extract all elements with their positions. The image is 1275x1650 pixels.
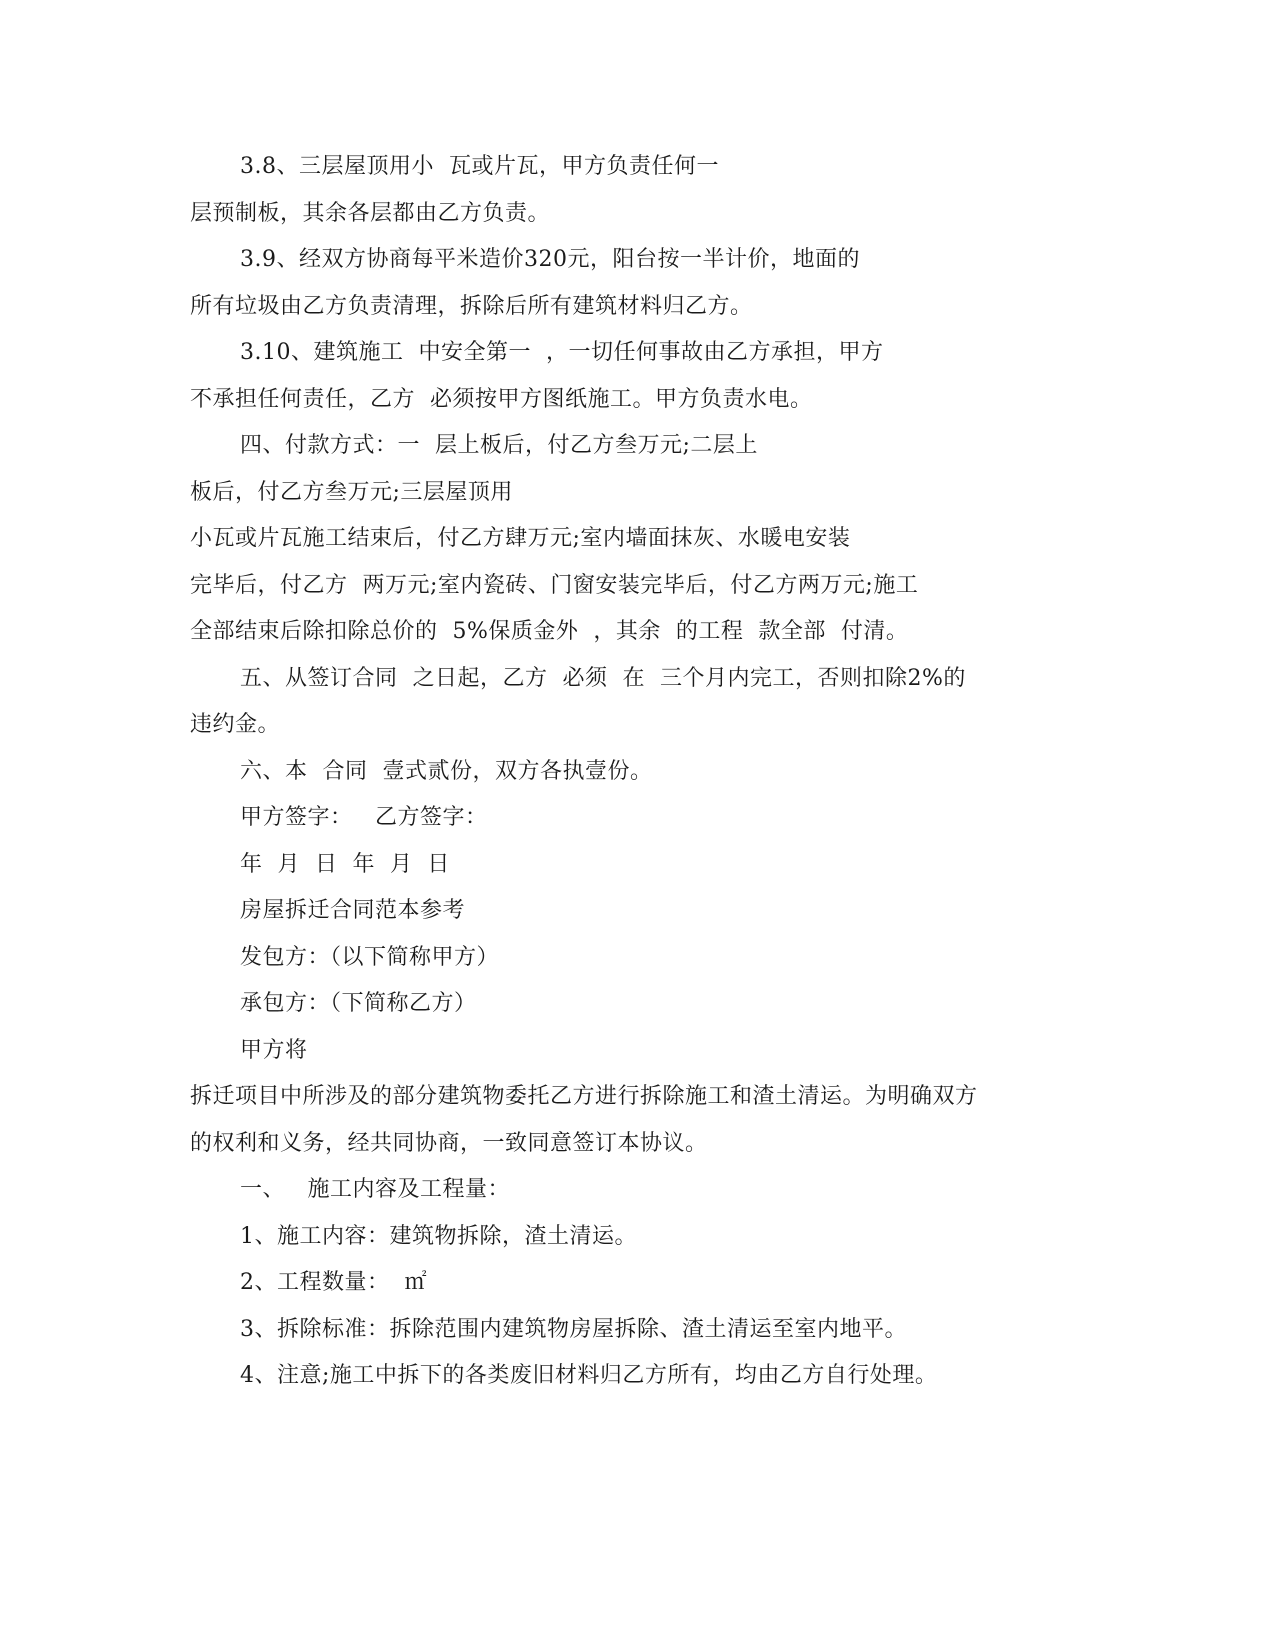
paragraph-line: 完毕后，付乙方 两万元;室内瓷砖、门窗安装完毕后，付乙方两万元;施工 xyxy=(190,573,919,598)
paragraph-line: 四、付款方式：一 层上板后，付乙方叁万元;二层上 xyxy=(240,433,758,458)
list-item: 2、工程数量： ㎡ xyxy=(240,1270,427,1295)
paragraph-line: 全部结束后除扣除总价的 5%保质金外 ，其余 的工程 款全部 付清。 xyxy=(190,619,909,644)
signature-line: 甲方签字： 乙方签字： xyxy=(240,805,488,830)
paragraph-line: 3.10、建筑施工 中安全第一 ，一切任何事故由乙方承担，甲方 xyxy=(240,340,884,365)
list-item: 1、施工内容：建筑物拆除，渣土清运。 xyxy=(240,1224,637,1249)
paragraph-line: 甲方将 xyxy=(240,1038,308,1063)
paragraph-line: 五、从签订合同 之日起，乙方 必须 在 三个月内完工，否则扣除2%的 xyxy=(240,666,966,691)
list-item: 3、拆除标准：拆除范围内建筑物房屋拆除、渣土清运至室内地平。 xyxy=(240,1317,907,1342)
paragraph-line: 的权利和义务，经共同协商，一致同意签订本协议。 xyxy=(190,1131,708,1156)
paragraph-line: 3.9、经双方协商每平米造价320元，阳台按一半计价，地面的 xyxy=(240,247,860,272)
section-title: 房屋拆迁合同范本参考 xyxy=(240,898,466,923)
paragraph-line: 违约金。 xyxy=(190,712,281,737)
paragraph-line: 3.8、三层屋顶用小 瓦或片瓦，甲方负责任何一 xyxy=(240,154,719,179)
paragraph-line: 小瓦或片瓦施工结束后，付乙方肆万元;室内墙面抹灰、水暖电安装 xyxy=(190,526,851,551)
party-line: 承包方：（下简称乙方） xyxy=(240,991,477,1016)
paragraph-line: 所有垃圾由乙方负责清理，拆除后所有建筑材料归乙方。 xyxy=(190,294,753,319)
party-line: 发包方：（以下简称甲方） xyxy=(240,945,500,970)
paragraph-line: 不承担任何责任，乙方 必须按甲方图纸施工。甲方负责水电。 xyxy=(190,387,813,412)
paragraph-line: 六、本 合同 壹式贰份，双方各执壹份。 xyxy=(240,759,653,784)
paragraph-line: 板后，付乙方叁万元;三层屋顶用 xyxy=(190,480,513,505)
list-item: 4、注意;施工中拆下的各类废旧材料归乙方所有，均由乙方自行处理。 xyxy=(240,1363,938,1388)
date-line: 年 月 日 年 月 日 xyxy=(240,852,450,877)
paragraph-line: 拆迁项目中所涉及的部分建筑物委托乙方进行拆除施工和渣土清运。为明确双方 xyxy=(190,1084,978,1109)
paragraph-line: 层预制板，其余各层都由乙方负责。 xyxy=(190,201,551,226)
section-heading: 一、 施工内容及工程量： xyxy=(240,1177,510,1202)
